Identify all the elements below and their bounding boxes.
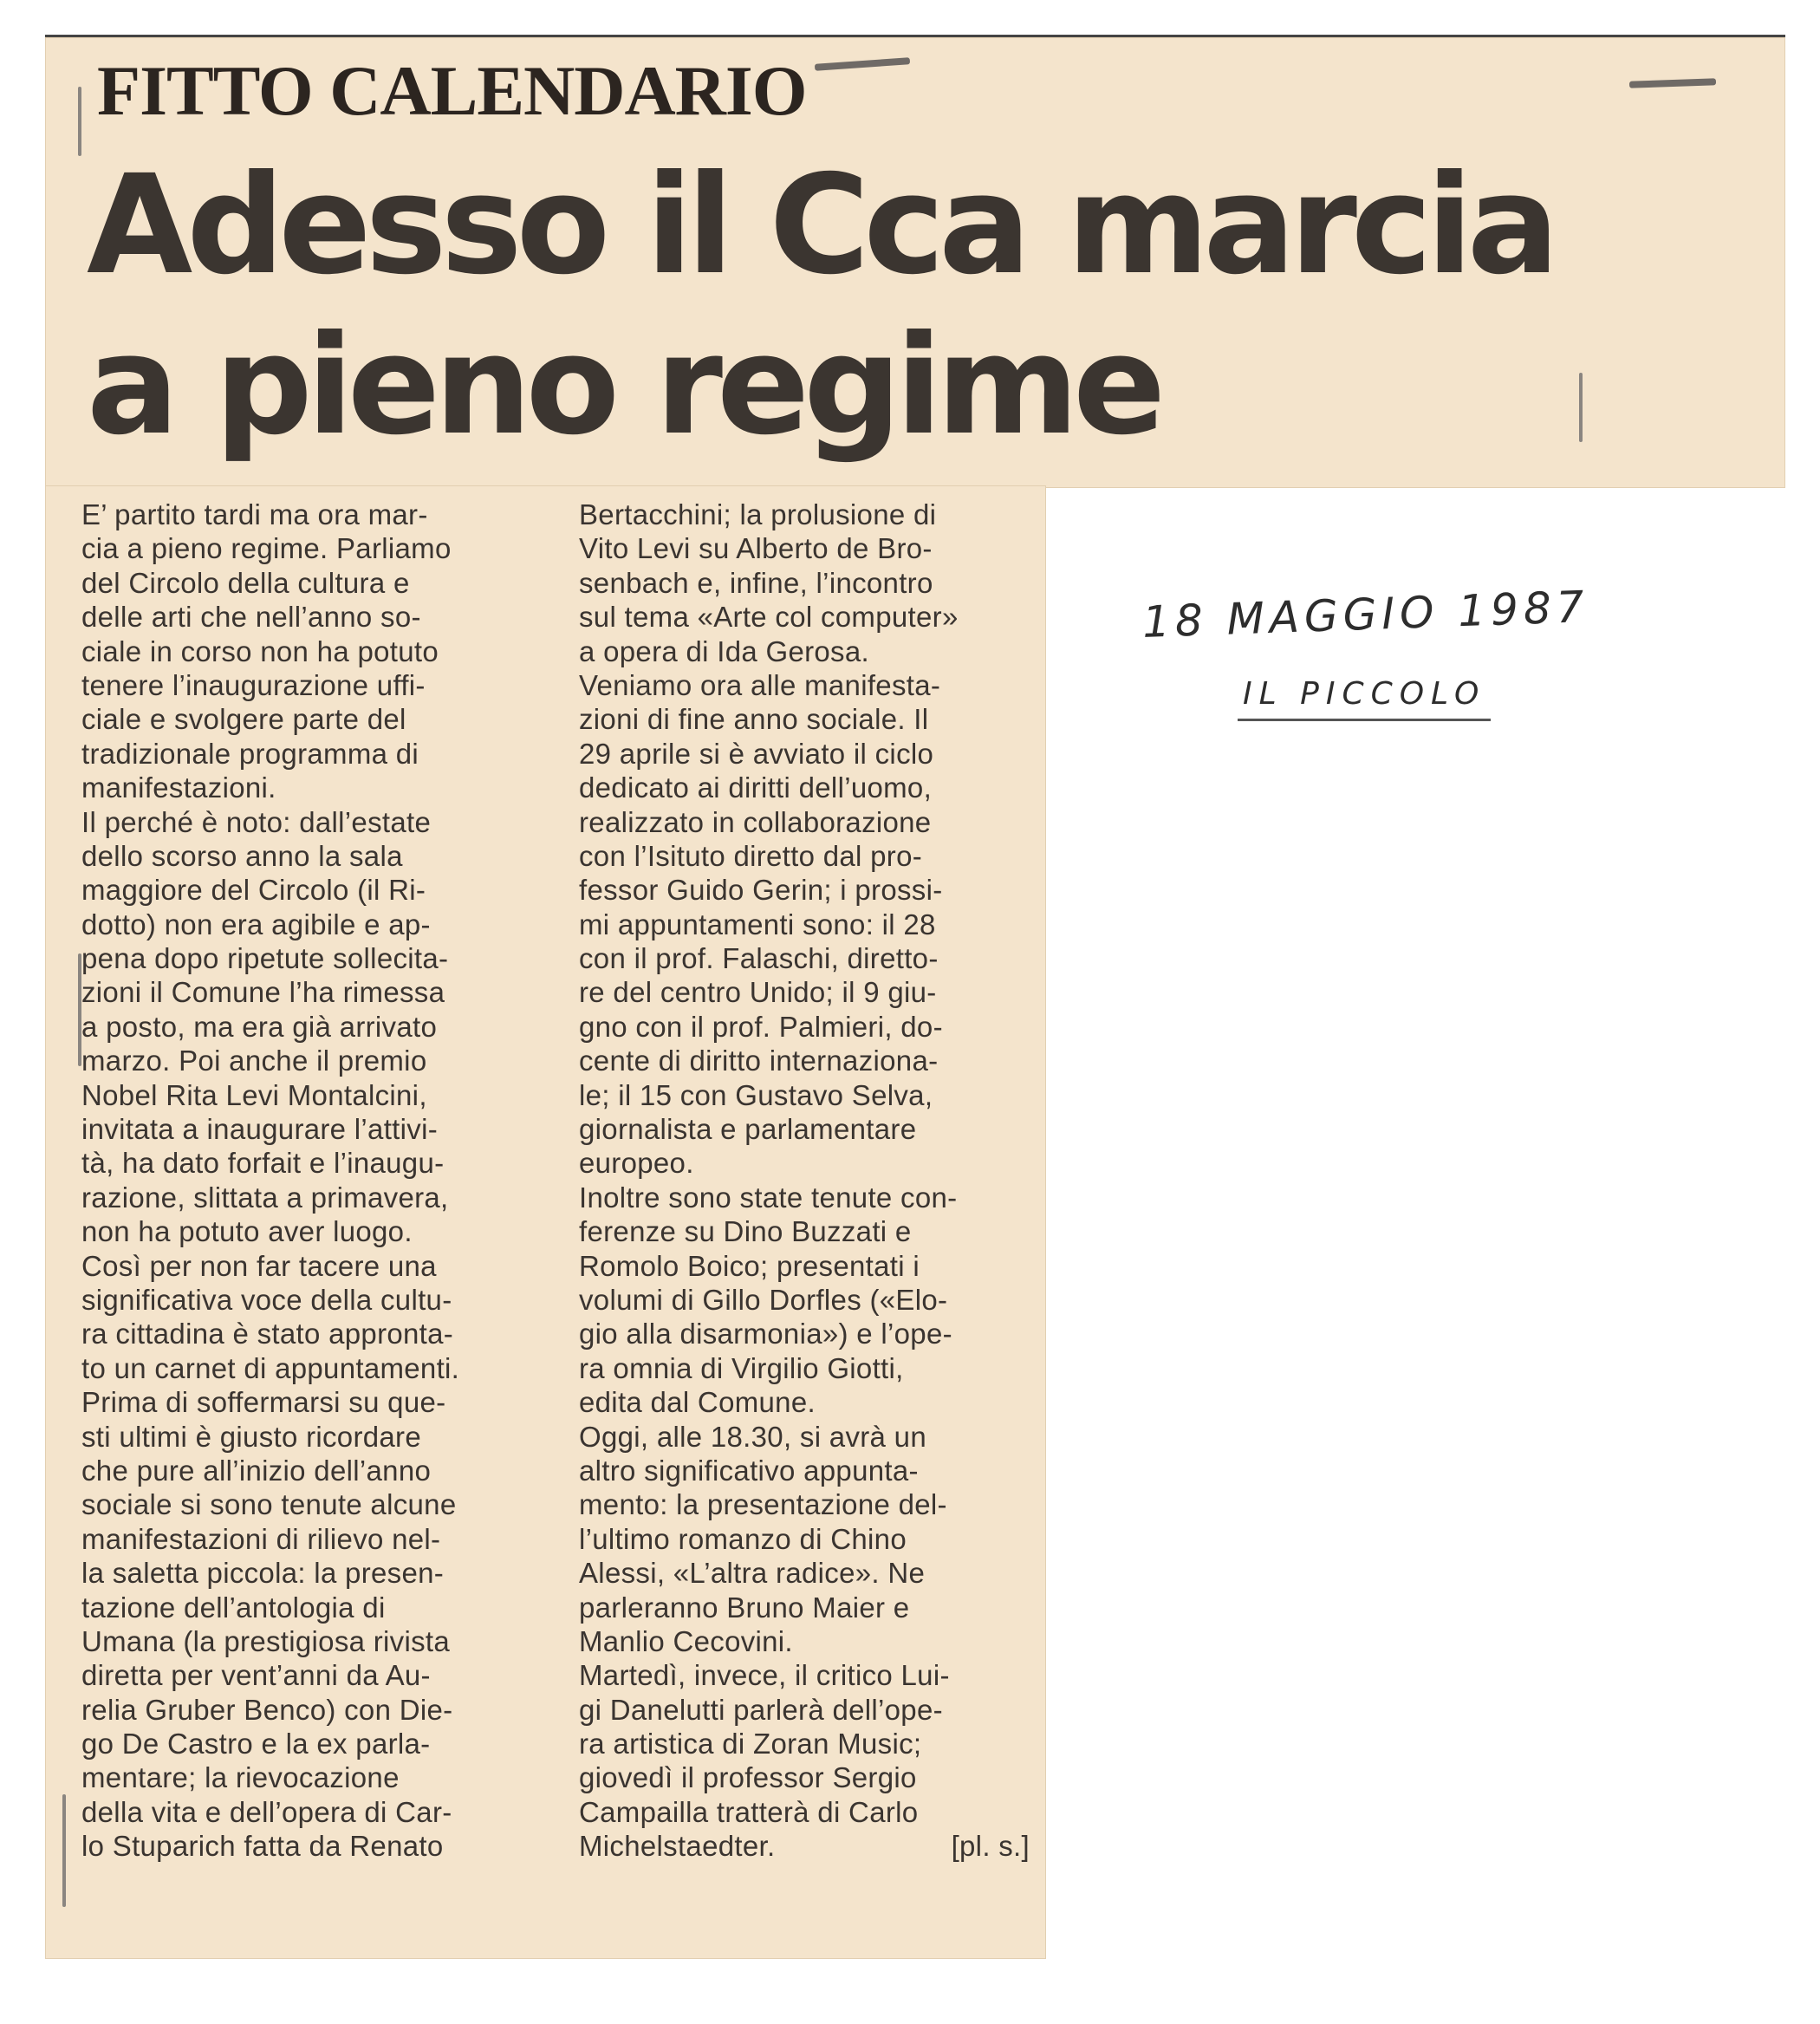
article-text-line: giornalista e parlamentare [579,1113,917,1146]
headline-line: a pieno regime [87,306,1160,465]
article-text-line: manifestazioni di rilievo nel- [81,1522,441,1555]
article-text-line: mentare; la rievocazione [81,1761,400,1794]
article-text-line: Campailla tratterà di Carlo [579,1795,919,1828]
article-text-line: Il perché è noto: dall’estate [81,805,432,838]
article-text-line: dotto) non era agibile e ap- [81,908,431,940]
article-text-line: Così per non far tacere una [81,1249,437,1282]
article-text-line: sociale si sono tenute alcune [81,1488,457,1521]
article-text-line: Vito Levi su Alberto de Bro- [579,532,933,565]
article-text-line: a posto, ma era già arrivato [81,1010,438,1043]
article-text-line: giovedì il professor Sergio [579,1761,917,1794]
article-text-line: Martedì, invece, il critico Lui- [579,1659,950,1692]
article-text-line: relia Gruber Benco) con Die- [81,1693,453,1726]
article-text-line: re del centro Unido; il 9 giu- [579,976,937,1009]
article-text-line: Romolo Boico; presentati i [579,1249,920,1282]
article-text-line: diretta per vent’anni da Au- [81,1659,431,1692]
article-text-line: to un carnet di appuntamenti. [81,1351,460,1384]
article-text-line: sul tema «Arte col computer» [579,601,959,634]
article-text-line: realizzato in collaborazione [579,805,932,838]
article-text-line-last [579,1829,1030,1863]
article-text-line: Manlio Cecovini. [579,1624,793,1657]
article-text-line: gi Danelutti parlerà dell’ope- [579,1693,943,1726]
article-text-line: mento: la presentazione del- [579,1488,947,1521]
article-text-line: Oggi, alle 18.30, si avrà un [579,1420,926,1453]
article-text-line: edita dal Comune. [579,1386,816,1419]
article-text-line: significativa voce della cultu- [81,1283,452,1316]
article-text-line: lo Stuparich fatta da Renato [81,1830,444,1863]
binding-mark-bottom [62,1794,66,1907]
article-text-line: della vita e dell’opera di Car- [81,1795,452,1828]
article-text-line: Alessi, «L’altra radice». Ne [579,1557,926,1590]
article-text-line: ciale e svolgere parte del [81,703,406,736]
author-byline: [pl. s.] [951,1830,1030,1863]
article-text-line: parleranno Bruno Maier e [579,1591,910,1624]
article-text-line: gno con il prof. Palmieri, do- [579,1010,943,1043]
binding-mark-top [78,87,81,156]
article-kicker: FITTO CALENDARIO [97,51,807,130]
article-text-line: tà, ha dato forfait e l’inaugu- [81,1147,445,1180]
article-text-line: ferenze su Dino Buzzati e [579,1215,912,1248]
article-text-line: con l’Isituto diretto dal pro- [579,839,923,872]
article-text-line: maggiore del Circolo (il Ri- [81,874,426,907]
article-text-line: la saletta piccola: la presen- [81,1557,445,1590]
article-text-line: manifestazioni. [81,771,276,804]
article-text-line: che pure all’inizio dell’anno [81,1454,432,1487]
headline-line: Adesso il Cca marcia [87,146,1554,305]
article-text-line: tazione dell’antologia di [81,1591,386,1624]
article-text-line: Prima di soffermarsi su que- [81,1386,446,1419]
article-text-line: con il prof. Falaschi, diretto- [579,942,939,975]
article-text-line: altro significativo appunta- [579,1454,919,1487]
article-text-line: pena dopo ripetute sollecita- [81,942,449,975]
article-text-line: go De Castro e la ex parla- [81,1728,431,1760]
article-text-line: le; il 15 con Gustavo Selva, [579,1078,933,1111]
article-text-line: Nobel Rita Levi Montalcini, [81,1078,427,1111]
article-text-line: razione, slittata a primavera, [81,1181,449,1214]
article-text-line: gio alla disarmonia») e l’ope- [579,1318,952,1350]
article-text-line: mi appuntamenti sono: il 28 [579,908,936,940]
article-text-line: a opera di Ida Gerosa. [579,635,869,667]
article-text-line: invitata a inaugurare l’attivi- [81,1113,439,1146]
article-column-1 [81,498,532,1864]
article-text-line: senbach e, infine, l’incontro [579,566,933,599]
article-headline [87,146,1777,466]
article-text-line: ciale in corso non ha potuto [81,635,439,667]
article-text-line: cente di diritto internaziona- [579,1045,939,1077]
article-text-line: tenere l’inaugurazione uffi- [81,668,426,701]
article-text-line: cia a pieno regime. Parliamo [81,532,452,565]
article-text-line: dello scorso anno la sala [81,839,403,872]
article-text-line: tradizionale programma di [81,737,419,770]
article-text-line: marzo. Poi anche il premio [81,1045,427,1077]
handwritten-newspaper-name: IL PICCOLO [1238,676,1491,721]
article-text-line: europeo. [579,1147,694,1180]
article-text-line: fessor Guido Gerin; i prossi- [579,874,943,907]
article-text-line: delle arti che nell’anno so- [81,601,421,634]
article-closing-text: Michelstaedter. [579,1830,776,1863]
article-text-line: zioni di fine anno sociale. Il [579,703,929,736]
article-column-2 [579,498,1030,1864]
article-text-line: Inoltre sono state tenute con- [579,1181,958,1214]
article-text-line: Bertacchini; la prolusione di [579,498,937,530]
article-text-line: ra omnia di Virgilio Giotti, [579,1351,904,1384]
article-text-line: E’ partito tardi ma ora mar- [81,498,428,530]
article-text-line: Umana (la prestigiosa rivista [81,1624,451,1657]
article-text-line: sti ultimi è giusto ricordare [81,1420,422,1453]
article-text-line: dedicato ai diritti dell’uomo, [579,771,933,804]
handwritten-date: 18 MAGGIO 1987 [1141,582,1590,648]
article-text-line: ra cittadina è stato approntа- [81,1318,454,1350]
article-text-line: del Circolo della cultura e [81,566,410,599]
article-text-line: Veniamo ora alle manifesta- [579,668,941,701]
article-text-line: zioni il Comune l’ha rimessa [81,976,445,1009]
article-text-line: 29 aprile si è avviato il ciclo [579,737,934,770]
article-text-line: l’ultimo romanzo di Chino [579,1522,907,1555]
article-text-line: non ha potuto aver luogo. [81,1215,413,1248]
article-text-line: ra artistica di Zoran Music; [579,1728,922,1760]
article-text-line: volumi di Gillo Dorfles («Elo- [579,1283,948,1316]
